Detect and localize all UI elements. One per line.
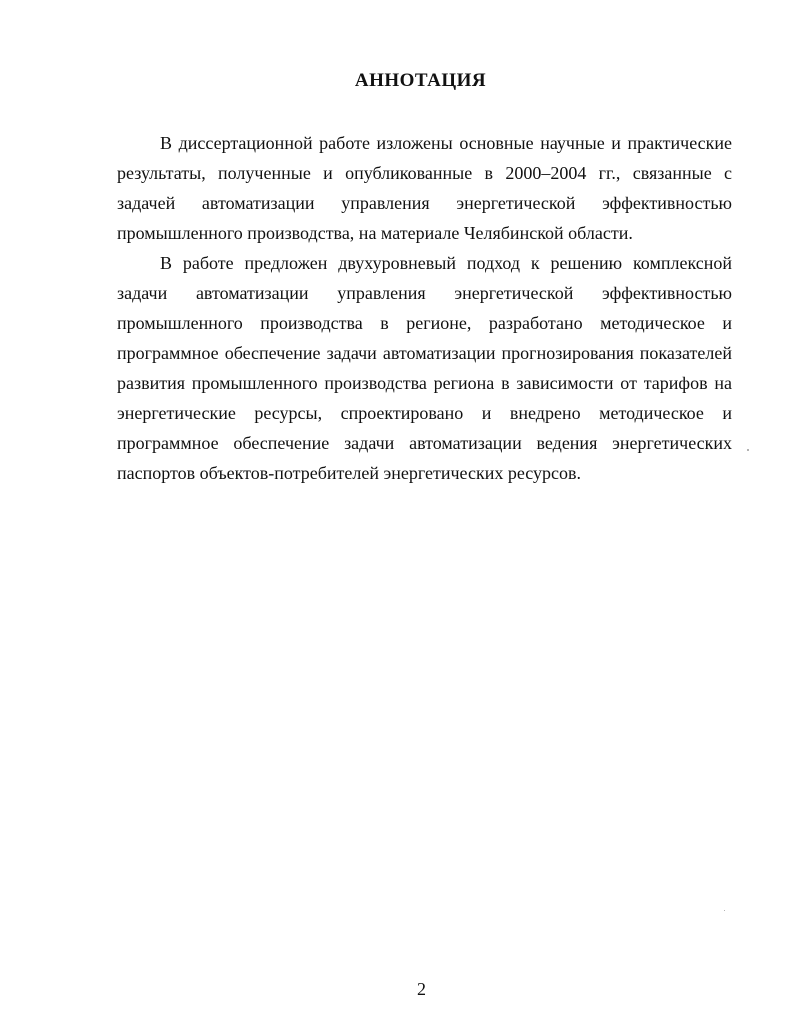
- scan-speck: [747, 449, 749, 451]
- scan-speck: [724, 910, 725, 911]
- page-number: 2: [417, 979, 426, 999]
- document-body: [117, 128, 732, 488]
- page-title: АННОТАЦИЯ: [354, 70, 487, 91]
- paragraph-1: В диссертационной работе изложены основные научные и практические результаты, полученные и опубликованные в 2000–2004 гг., связанные с задачей автоматизации управления энергетической эффективностью промышленного производства, на материале Челябинской области.: [117, 133, 732, 243]
- paragraph-2: В работе предложен двухуровневый подход к решению комплексной задачи автоматизации управления энергетической эффективностью промышленного производства в регионе, разработано методическое и программное обеспечение задачи автоматизации прогнозирования показателей развития промышленного производства региона в зависимости от тарифов на энергетические ресурсы, спроектировано и внедрено методическое и программное обеспечение задачи автоматизации ведения энергетических паспортов объектов-потребителей энергетических ресурсов.: [117, 253, 732, 483]
